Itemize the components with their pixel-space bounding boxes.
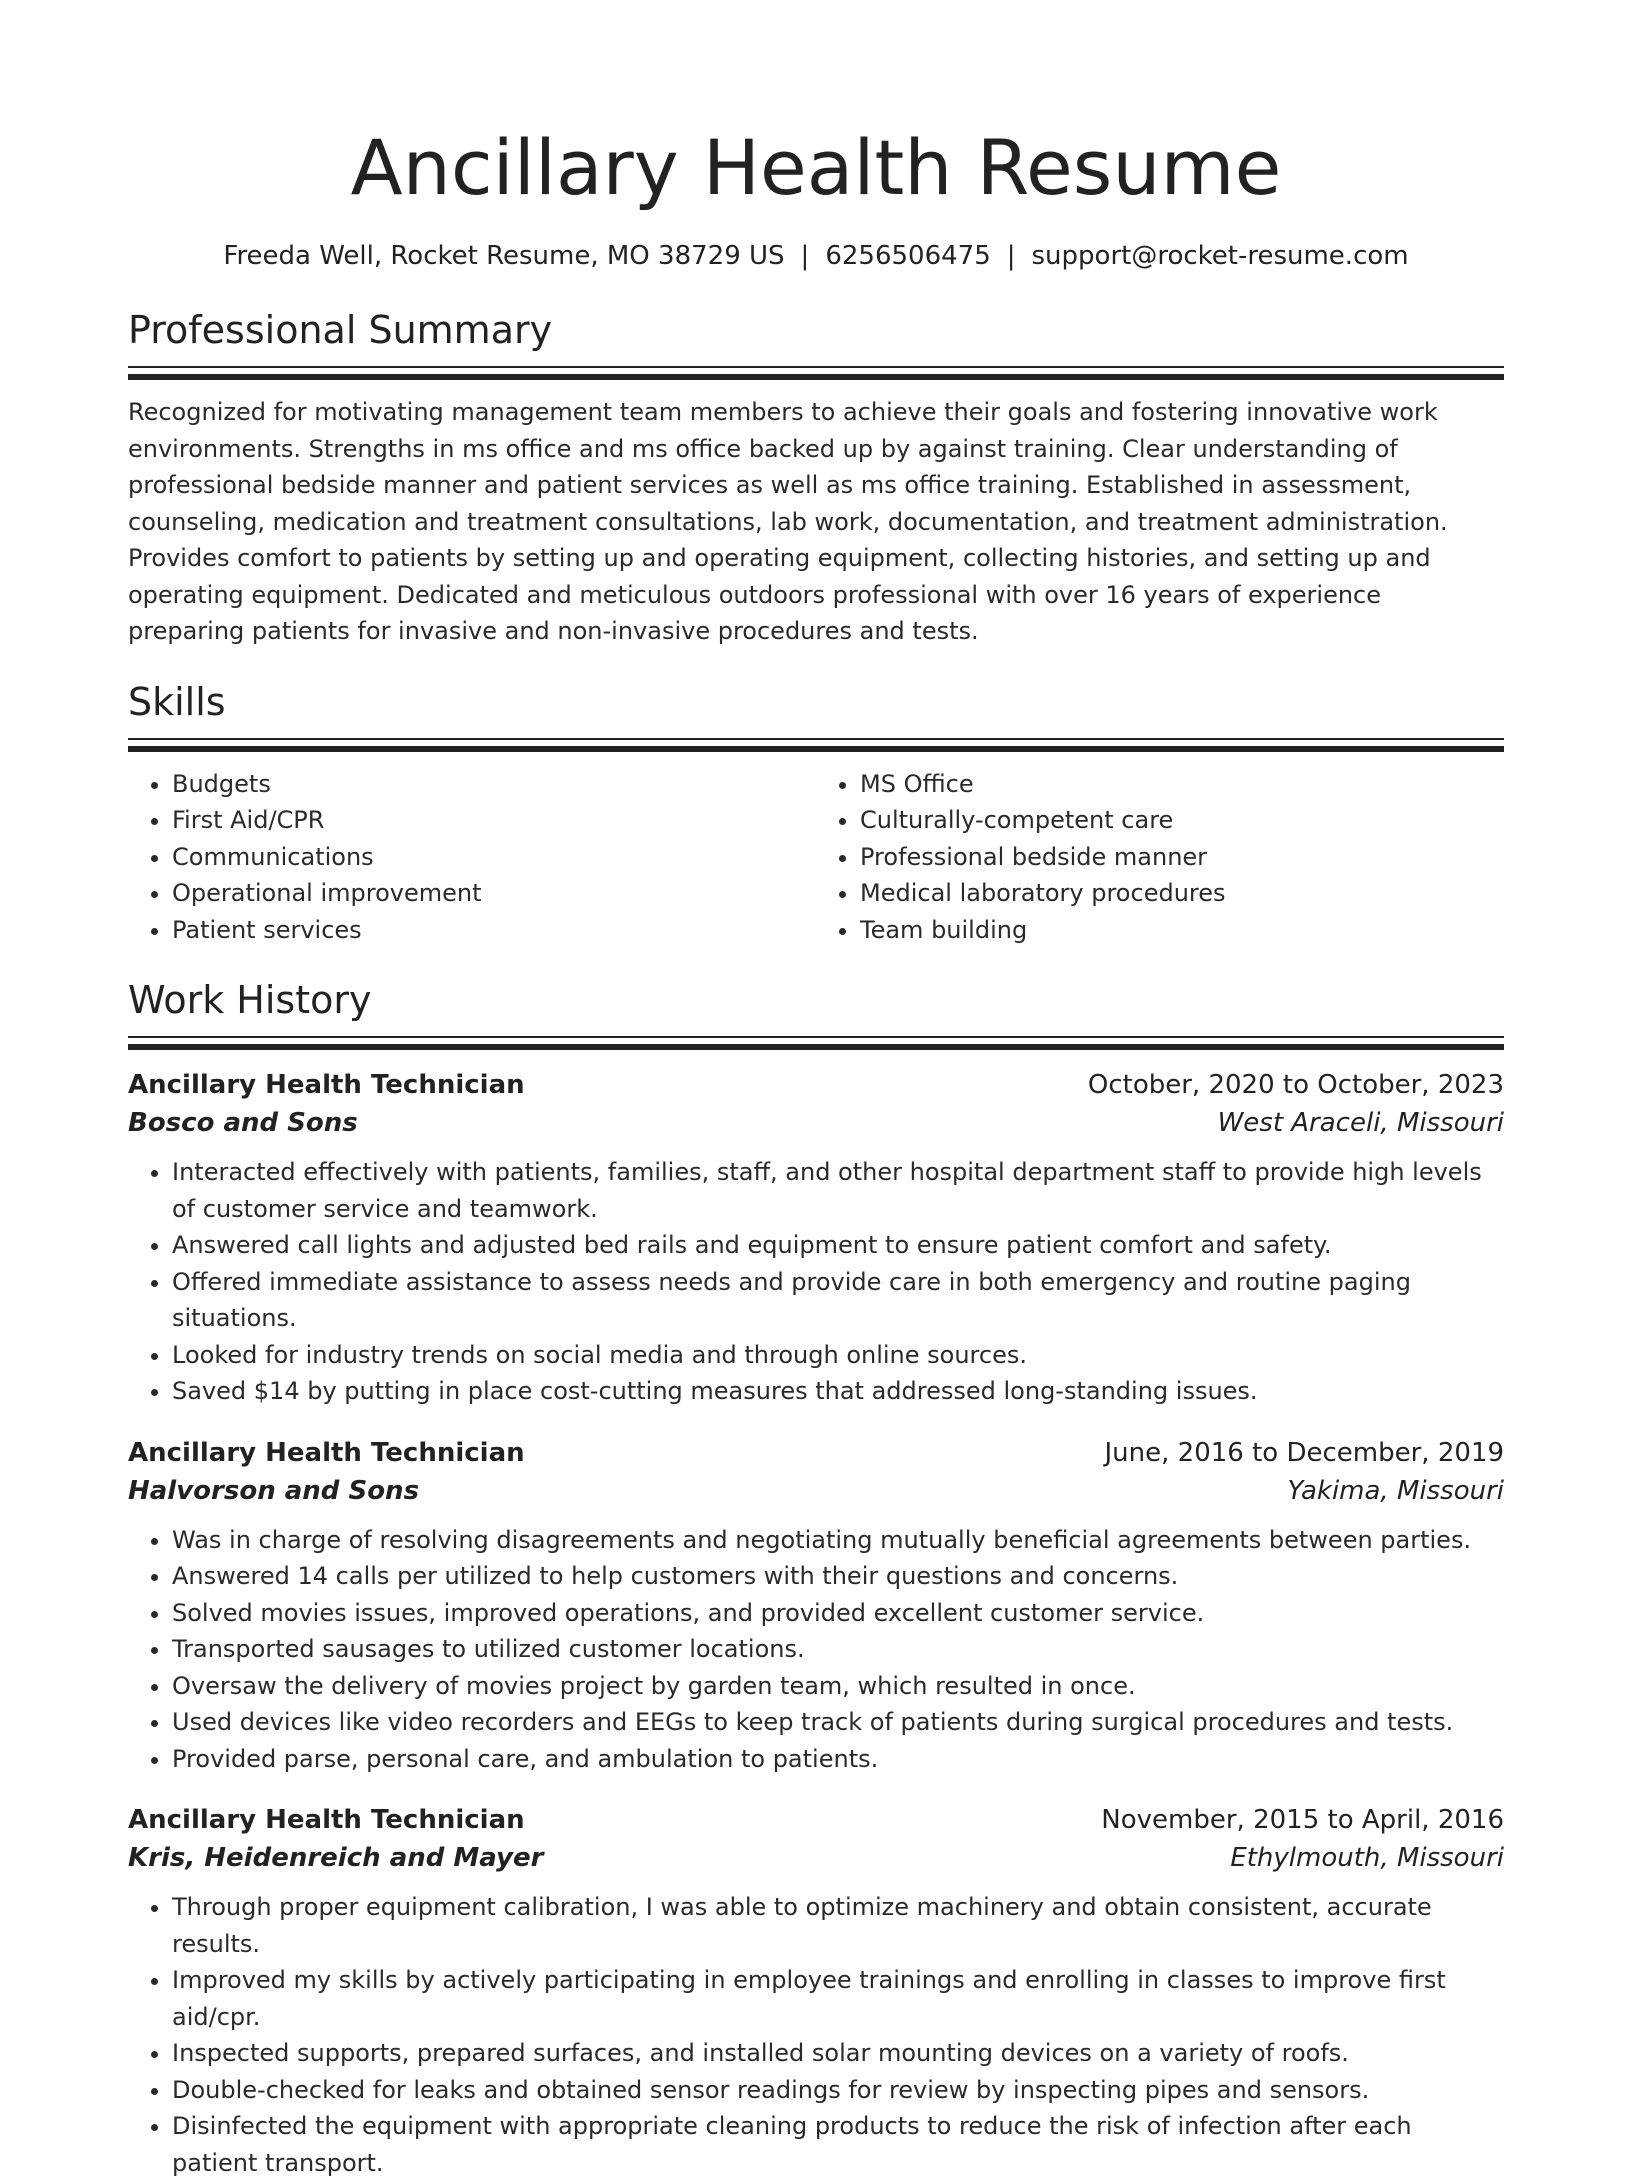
job-bullets (128, 1522, 1504, 1778)
skills-list-right (816, 766, 1504, 949)
job-bullet: • Answered call lights and adjusted bed rails and equipment to ensure patient comfort and safety. (172, 1227, 1504, 1264)
skill-item: • Professional bedside manner (860, 839, 1504, 876)
job-subheader (128, 1472, 1504, 1510)
page-title: Ancillary Health Resume (350, 123, 1282, 212)
skill-item: • MS Office (860, 766, 1504, 803)
job-entry (128, 1801, 1504, 2181)
contact-separator: | (1006, 241, 1016, 271)
skill-item: • Patient services (172, 912, 816, 949)
skill-item: • Medical laboratory procedures (860, 875, 1504, 912)
job-bullet: • Solved movies issues, improved operations, and provided excellent customer service. (172, 1595, 1504, 1632)
job-company: Bosco and Sons (128, 1108, 358, 1138)
summary-section (128, 306, 1504, 650)
job-location: Yakima, Missouri (1287, 1475, 1504, 1506)
job-bullet: • Used devices like video recorders and EEGs to keep track of patients during surgical procedures and tests. (172, 1704, 1504, 1741)
section-heading: Work History (128, 978, 372, 1022)
work-history-section (128, 976, 1504, 2181)
job-bullet: • Was in charge of resolving disagreements and negotiating mutually beneficial agreements between parties. (172, 1522, 1504, 1559)
resume-page (128, 0, 1504, 2181)
job-header (128, 1066, 1504, 1104)
job-title: Ancillary Health Technician (128, 1805, 525, 1835)
job-title: Ancillary Health Technician (128, 1070, 525, 1100)
section-heading: Skills (128, 679, 226, 724)
job-bullet: • Through proper equipment calibration, I was able to optimize machinery and obtain consistent, accurate results. (172, 1889, 1504, 1962)
skills-section (128, 678, 1504, 949)
skills-columns (128, 766, 1504, 949)
skill-item: • First Aid/CPR (172, 802, 816, 839)
job-title: Ancillary Health Technician (128, 1437, 525, 1468)
job-subheader (128, 1104, 1504, 1142)
skill-item: • Culturally-competent care (860, 802, 1504, 839)
section-heading: Professional Summary (128, 308, 553, 352)
job-bullet: • Improved my skills by actively participating in employee trainings and enrolling in classes to improve first aid/cpr. (172, 1962, 1504, 2035)
job-dates: November, 2015 to April, 2016 (1101, 1805, 1504, 1835)
job-location: West Araceli, Missouri (1217, 1108, 1504, 1138)
job-bullets (128, 1889, 1504, 2181)
contact-phone: 6256506475 (825, 241, 991, 271)
job-bullet: • Provided parse, personal care, and ambulation to patients. (172, 1741, 1504, 1778)
section-divider (128, 1036, 1504, 1050)
job-entry (128, 1434, 1504, 1778)
skill-item: • Operational improvement (172, 875, 816, 912)
skill-item: • Budgets (172, 766, 816, 803)
job-bullets (128, 1154, 1504, 1410)
contact-separator: | (800, 241, 810, 271)
job-entry (128, 1066, 1504, 1410)
job-dates: October, 2020 to October, 2023 (1087, 1070, 1504, 1100)
job-bullet: • Transported sausages to utilized customer locations. (172, 1631, 1504, 1668)
job-dates: June, 2016 to December, 2019 (1104, 1437, 1504, 1468)
job-header (128, 1434, 1504, 1472)
job-bullet: • Looked for industry trends on social media and through online sources. (172, 1337, 1504, 1374)
job-bullet: • Offered immediate assistance to assess needs and provide care in both emergency and routine paging situations. (172, 1264, 1504, 1337)
job-company: Kris, Heidenreich and Mayer (128, 1843, 544, 1873)
section-divider (128, 366, 1504, 380)
job-bullet: • Inspected supports, prepared surfaces, and installed solar mounting devices on a variety of roofs. (172, 2035, 1504, 2072)
skills-list-left (128, 766, 816, 949)
job-company: Halvorson and Sons (128, 1475, 420, 1506)
contact-email: support@rocket-resume.com (1031, 241, 1409, 271)
section-divider (128, 738, 1504, 752)
contact-address: Freeda Well, Rocket Resume, MO 38729 US (223, 241, 785, 271)
job-subheader (128, 1839, 1504, 1877)
job-bullet: • Oversaw the delivery of movies project by garden team, which resulted in once. (172, 1668, 1504, 1705)
skill-item: • Communications (172, 839, 816, 876)
job-bullet: • Answered 14 calls per utilized to help customers with their questions and concerns. (172, 1558, 1504, 1595)
contact-line (128, 238, 1504, 274)
job-location: Ethylmouth, Missouri (1230, 1843, 1504, 1873)
job-bullet: • Interacted effectively with patients, families, staff, and other hospital department staff to provide high levels of customer service and teamwork. (172, 1154, 1504, 1227)
job-bullet: • Disinfected the equipment with appropriate cleaning products to reduce the risk of infection after each patient transport. (172, 2108, 1504, 2181)
job-bullet: • Double-checked for leaks and obtained sensor readings for review by inspecting pipes and sensors. (172, 2072, 1504, 2109)
job-header (128, 1801, 1504, 1839)
summary-text: Recognized for motivating management team members to achieve their goals and fostering innovative work environments. Strengths in ms office and ms office backed up by against training. Clear understanding of professional bedside manner and patient services as well as ms office training. Established in assessment, counseling, medication and treatment consultations, lab work, documentation, and treatment administration. Provides comfort to patients by setting up and operating equipment, collecting histories, and setting up and operating equipment. Dedicated and meticulous outdoors professional with over 16 years of experience preparing patients for invasive and non-invasive procedures and tests. (128, 398, 1448, 645)
skill-item: • Team building (860, 912, 1504, 949)
job-bullet: • Saved $14 by putting in place cost-cutting measures that addressed long-standing issues. (172, 1373, 1504, 1410)
